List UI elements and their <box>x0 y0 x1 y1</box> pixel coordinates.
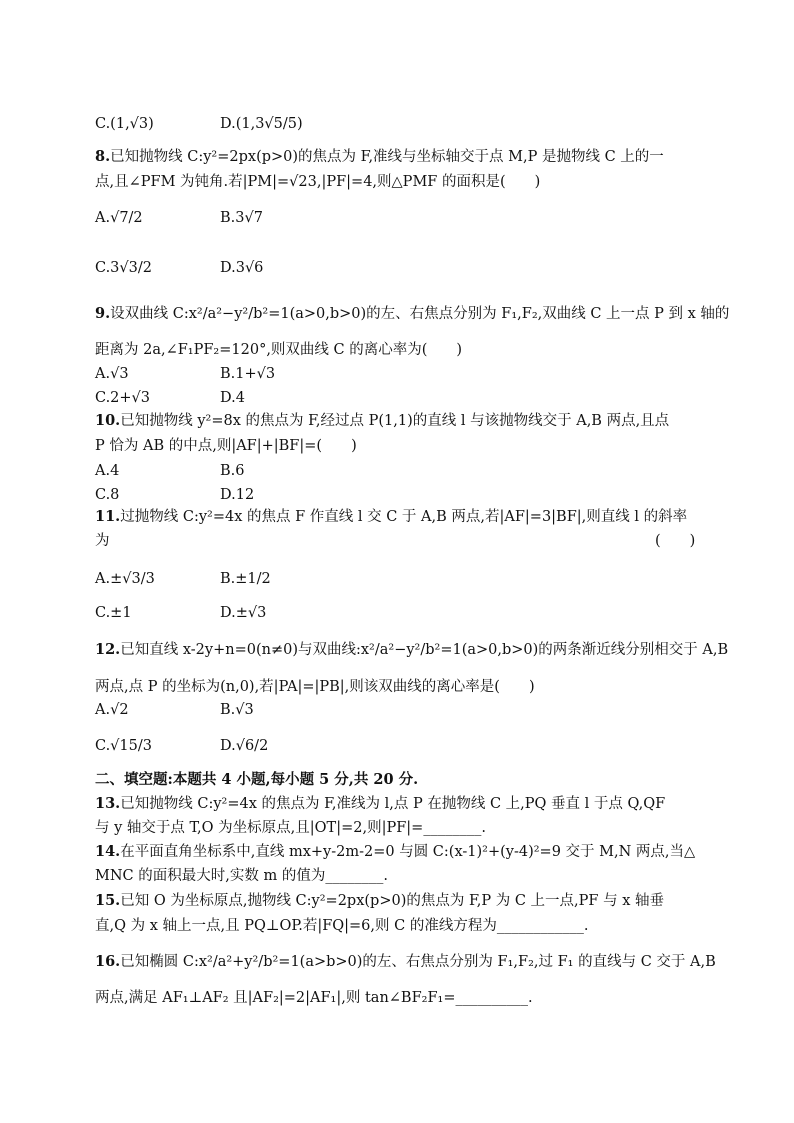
q9-option-a: A.√3 <box>95 366 129 382</box>
q10-number: 10. <box>95 412 121 429</box>
q8-number: 8. <box>95 148 111 165</box>
q15-text-1: 已知 O 为坐标原点,抛物线 C:y²=2px(p>0)的焦点为 F,P 为 C 上一点,PF 与 x 轴垂 <box>120 893 664 909</box>
q12-line-2: 两点,点 P 的坐标为(n,0),若|PA|=|PB|,则该双曲线的离心率是( ) <box>95 679 535 695</box>
q9-text-1: 设双曲线 C:x²/a²−y²/b²=1(a>0,b>0)的左、右焦点分别为 F₁,F₂,双曲线 C 上一点 P 到 x 轴的 <box>110 306 730 322</box>
q12-option-a: A.√2 <box>95 702 129 718</box>
q16-text-1: 已知椭圆 C:x²/a²+y²/b²=1(a>b>0)的左、右焦点分别为 F₁,F₂,过 F₁ 的直线与 C 交于 A,B <box>120 954 716 970</box>
q10-option-d: D.12 <box>220 487 255 503</box>
q11-option-c: C.±1 <box>95 605 132 621</box>
q8-line-1 <box>95 147 664 167</box>
q11-option-a: A.±√3/3 <box>95 571 155 587</box>
q12-option-b: B.√3 <box>220 702 254 718</box>
q11-option-b: B.±1/2 <box>220 571 271 587</box>
q12-option-d: D.√6/2 <box>220 738 269 754</box>
q10-option-a: A.4 <box>95 463 120 479</box>
q7-option-d: D.(1,3√5/5) <box>220 116 303 132</box>
q16-line-2: 两点,满足 AF₁⊥AF₂ 且|AF₂|=2|AF₁|,则 tan∠BF₂F₁=__________. <box>95 990 533 1006</box>
q8-text-1: 已知抛物线 C:y²=2px(p>0)的焦点为 F,准线与坐标轴交于点 M,P 是抛物线 C 上的一 <box>110 149 664 165</box>
q12-option-c: C.√15/3 <box>95 738 152 754</box>
q13-number: 13. <box>95 795 121 812</box>
q16-number: 16. <box>95 953 121 970</box>
q11-option-d: D.±√3 <box>220 605 267 621</box>
q14-line-1 <box>95 842 695 862</box>
q16-line-1 <box>95 952 716 972</box>
q11-number: 11. <box>95 508 121 525</box>
q15-number: 15. <box>95 892 121 909</box>
q9-line-1 <box>95 304 729 324</box>
q13-line-1 <box>95 794 665 814</box>
q9-option-b: B.1+√3 <box>220 366 276 382</box>
q10-text-1: 已知抛物线 y²=8x 的焦点为 F,经过点 P(1,1)的直线 l 与该抛物线交于 A,B 两点,且点 <box>120 413 670 429</box>
q10-option-b: B.6 <box>220 463 245 479</box>
q10-line-2: P 恰为 AB 的中点,则|AF|+|BF|=( ) <box>95 438 357 454</box>
q15-line-1 <box>95 891 664 911</box>
q9-number: 9. <box>95 305 111 322</box>
q13-line-2: 与 y 轴交于点 T,O 为坐标原点,且|OT|=2,则|PF|=________. <box>95 820 486 836</box>
q12-line-1 <box>95 640 728 660</box>
q9-option-c: C.2+√3 <box>95 390 151 406</box>
q11-line-2: 为 <box>95 533 110 549</box>
q9-option-d: D.4 <box>220 390 245 406</box>
q10-option-c: C.8 <box>95 487 120 503</box>
q15-line-2: 直,Q 为 x 轴上一点,且 PQ⊥OP.若|FQ|=6,则 C 的准线方程为____________. <box>95 918 589 934</box>
q11-text-1: 过抛物线 C:y²=4x 的焦点 F 作直线 l 交 C 于 A,B 两点,若|AF|=3|BF|,则直线 l 的斜率 <box>120 509 688 525</box>
q8-option-c: C.3√3/2 <box>95 260 152 276</box>
q14-line-2: MNC 的面积最大时,实数 m 的值为________. <box>95 868 388 884</box>
q7-option-c: C.(1,√3) <box>95 116 154 132</box>
q8-option-b: B.3√7 <box>220 210 263 226</box>
q11-answer-paren: ( ) <box>655 533 696 549</box>
q8-option-d: D.3√6 <box>220 260 264 276</box>
section-heading-fill-blank: 二、填空题:本题共 4 小题,每小题 5 分,共 20 分. <box>95 771 419 788</box>
q12-text-1: 已知直线 x-2y+n=0(n≠0)与双曲线:x²/a²−y²/b²=1(a>0,b>0)的两条渐近线分别相交于 A,B <box>120 642 729 658</box>
q10-line-1 <box>95 411 669 431</box>
q9-line-2: 距离为 2a,∠F₁PF₂=120°,则双曲线 C 的离心率为( ) <box>95 342 463 358</box>
q12-number: 12. <box>95 641 121 658</box>
q8-line-2: 点,且∠PFM 为钝角.若|PM|=√23,|PF|=4,则△PMF 的面积是( ) <box>95 174 541 190</box>
q8-option-a: A.√7/2 <box>95 210 143 226</box>
q14-number: 14. <box>95 843 121 860</box>
q11-line-1 <box>95 507 687 527</box>
q13-text-1: 已知抛物线 C:y²=4x 的焦点为 F,准线为 l,点 P 在抛物线 C 上,PQ 垂直 l 于点 Q,QF <box>120 796 666 812</box>
q14-text-1: 在平面直角坐标系中,直线 mx+y-2m-2=0 与圆 C:(x-1)²+(y-4)²=9 交于 M,N 两点,当△ <box>120 844 696 860</box>
